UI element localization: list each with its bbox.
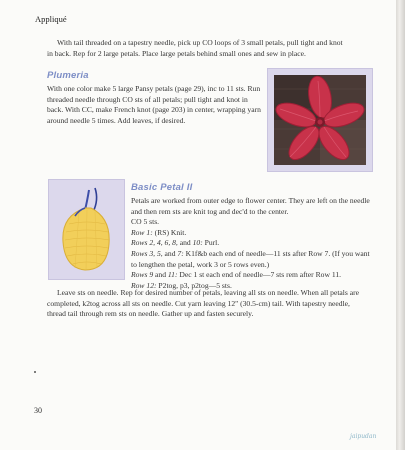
intro-paragraph <box>47 38 347 59</box>
rows-decrease-label: Rows 9 <box>131 270 154 280</box>
row-1-label: Row 1: <box>131 227 153 237</box>
rows-increase-label: Rows 3, 5, <box>131 248 163 258</box>
plumeria-photo <box>267 68 373 172</box>
rows-increase-line <box>131 249 371 270</box>
rows-increase-text: K1f&b each end of needle—11 sts after Row 7. (If you want to lengthen the petal, work 3 or 5 rows even.) <box>131 248 370 269</box>
plumeria-heading: Plumeria <box>47 70 89 81</box>
rows-decrease-and: and <box>153 270 168 280</box>
plumeria-flower-image <box>268 69 372 171</box>
page-number: 30 <box>34 406 42 415</box>
page-edge <box>396 0 405 450</box>
basic-petal-instructions <box>131 196 371 291</box>
rows-purl-and: and <box>177 238 193 248</box>
basic-petal-heading: Basic Petal II <box>131 182 193 193</box>
plumeria-text: With one color make 5 large Pansy petals (page 29), inc to 11 sts. Run threaded needle through CO sts of all petals; pull tight and knot in back. With CC, make French knot (page 203) in center, wrapping yarn around needle 5 times. Add leaves, if desired. <box>47 84 261 125</box>
closing-text: Leave sts on needle. Rep for desired number of petals, leaving all sts on needle. When all petals are completed, k2tog across all sts on needle. Cut yarn leaving 12" (30.5-cm) tail. With tapestry needle, thread tail through rem sts on needle. Gather up and fasten securely. <box>47 288 360 319</box>
row-1-line <box>131 228 371 239</box>
row-1-text: (RS) Knit. <box>152 227 187 237</box>
basic-petal-photo <box>48 179 125 280</box>
print-speck <box>34 371 36 373</box>
rows-purl-text: Purl. <box>202 238 220 248</box>
plumeria-instructions <box>47 84 261 126</box>
rows-purl-line <box>131 238 371 249</box>
section-header: Appliqué <box>35 14 67 24</box>
rows-increase-and: and <box>162 248 178 258</box>
intro-text: With tail threaded on a tapestry needle, pick up CO loops of 3 small petals, pull tight and knot in back. Rep for 2 large petals. Place large petals behind small ones and sew in place. <box>47 38 343 58</box>
rows-decrease-line <box>131 270 371 281</box>
basic-petal-intro: Petals are worked from outer edge to flower center. They are left on the needle and then rem sts are knit tog and dec'd to the center. <box>131 196 370 216</box>
row-12-label: Row 12: <box>131 280 157 290</box>
yellow-knit-petal-image <box>49 180 124 279</box>
rows-decrease-text: Dec 1 st each end of needle—7 sts rem after Row 11. <box>177 270 342 280</box>
rows-decrease-last: 11: <box>167 270 178 280</box>
rows-purl-last: 10: <box>192 238 203 248</box>
rows-purl-label: Rows 2, 4, 6, 8, <box>131 238 178 248</box>
watermark: jaipudan <box>350 433 377 440</box>
row-12-text: P2tog, p3, p2tog—5 sts. <box>156 280 232 290</box>
rows-increase-last: 7: <box>177 248 184 258</box>
cast-on-line: CO 5 sts. <box>131 217 160 227</box>
closing-paragraph <box>47 288 367 320</box>
